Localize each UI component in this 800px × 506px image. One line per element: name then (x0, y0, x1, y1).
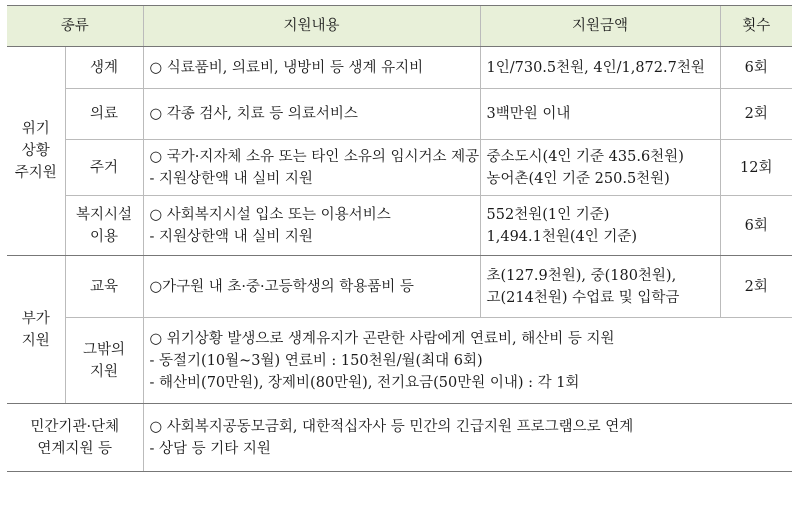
amount-cell: 3백만원 이내 (480, 89, 720, 140)
amount-cell: 552천원(1인 기준) 1,494.1천원(4인 기준) (480, 196, 720, 256)
header-amount: 지원금액 (480, 6, 720, 47)
header-row (7, 6, 792, 47)
content-cell: ○ 식료품비, 의료비, 냉방비 등 생계 유지비 (143, 47, 480, 89)
count-cell: 12회 (720, 140, 792, 196)
sub-label: 의료 (65, 89, 143, 140)
content-cell: ○ 사회복지시설 입소 또는 이용서비스 - 지원상한액 내 실비 지원 (143, 196, 480, 256)
amount-cell: 1인/730.5천원, 4인/1,872.7천원 (480, 47, 720, 89)
sub-label: 그밖의 지원 (65, 318, 143, 404)
table-row (7, 47, 792, 89)
group-label-private: 민간기관·단체 연계지원 등 (7, 404, 143, 472)
group-label-crisis: 위기 상황 주지원 (7, 47, 65, 256)
sub-label: 복지시설 이용 (65, 196, 143, 256)
content-cell: ○ 각종 검사, 치료 등 의료서비스 (143, 89, 480, 140)
private-support-cell: ○ 사회복지공동모금회, 대한적십자사 등 민간의 긴급지원 프로그램으로 연계 - 상담 등 기타 지원 (143, 404, 792, 472)
table-row (7, 140, 792, 196)
sub-label: 교육 (65, 256, 143, 318)
count-cell: 6회 (720, 47, 792, 89)
count-cell: 2회 (720, 256, 792, 318)
table-row (7, 404, 792, 472)
table-row (7, 196, 792, 256)
content-cell: ○ 국가·지자체 소유 또는 타인 소유의 임시거소 제공 - 지원상한액 내 실비 지원 (143, 140, 480, 196)
support-table (7, 5, 792, 472)
sub-label: 주거 (65, 140, 143, 196)
table-row (7, 256, 792, 318)
table-row (7, 318, 792, 404)
header-count: 횟수 (720, 6, 792, 47)
amount-cell: 중소도시(4인 기준 435.6천원) 농어촌(4인 기준 250.5천원) (480, 140, 720, 196)
header-content: 지원내용 (143, 6, 480, 47)
other-support-cell: ○ 위기상황 발생으로 생계유지가 곤란한 사람에게 연료비, 해산비 등 지원 - 동절기(10월~3월) 연료비 : 150천원/월(최대 6회) - 해산비(70만원), 장제비(80만원), 전기요금(50만원 이내) : 각 1회 (143, 318, 792, 404)
sub-label: 생계 (65, 47, 143, 89)
amount-cell: 초(127.9천원), 중(180천원), 고(214천원) 수업료 및 입학금 (480, 256, 720, 318)
count-cell: 6회 (720, 196, 792, 256)
count-cell: 2회 (720, 89, 792, 140)
content-cell: ○가구원 내 초·중·고등학생의 학용품비 등 (143, 256, 480, 318)
group-label-additional: 부가 지원 (7, 256, 65, 404)
header-type: 종류 (7, 6, 143, 47)
table-row (7, 89, 792, 140)
